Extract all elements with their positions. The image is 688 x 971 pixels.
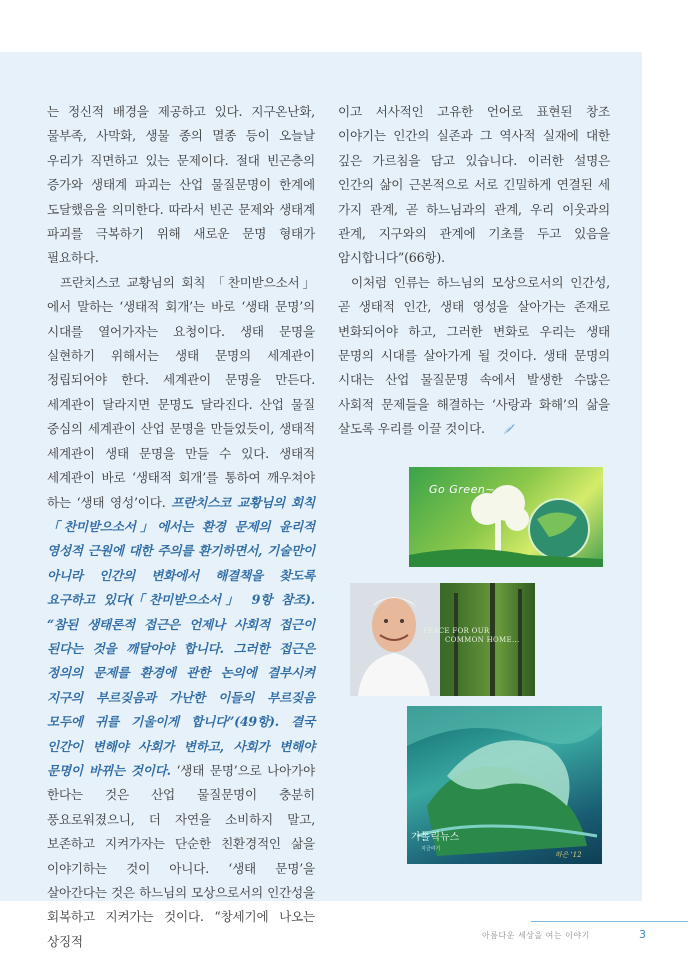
right-paragraph-1: 이고 서사적인 고유한 언어로 표현된 창조 이야기는 인간의 실존과 그 역사적 실재에 대한 깊은 가르침을 담고 있습니다. 이러한 설명은 인간의 삶이 근본적으로 서로 긴밀하게 연결된 세 가지 관계, 곧 하느님과의 관계, 우리 이웃과의 관계, 지구와의 관계에 기초를 두고 있음을 암시합니다”(66항). <box>338 104 610 266</box>
go-green-caption: Go Green~ <box>429 483 496 496</box>
left-paragraph-2-emphasis: 프란치스코 교황님의 회칙 「찬미받으소서」에서는 환경 문제의 윤리적 영성적 근원에 대한 주의를 환기하면서, 기술만이 아니라 인간의 변화에서 해결책을 찾도록 요구하고 있다(「찬미받으소서」 9항 참조). “참된 생태론적 접근은 언제나 사회적 접근이 된다는 것을 깨달아야 합니다. 그러한 접근은 정의의 문제를 환경에 관한 논의에 결부시켜 지구의 부르짖음과 가난한 이들의 부르짖음 모두에 귀를 기울이게 합니다”(49항). 결국 인간이 변해야 사회가 변하고, 사회가 변해야 문명이 바뀌는 것이다. <box>47 494 315 778</box>
watermark-subtitle: 지금여기 <box>421 846 441 852</box>
right-paragraph-2-text: 이처럼 인류는 하느님의 모상으로서의 인간성, 곧 생태적 인간, 생태 영성을 살아가는 존재로 변화되어야 하고, 그러한 변화로 우리는 생태 문명의 시대를 살아가게 될 것이다. 생태 문명의 시대는 산업 물질문명 속에서 발생한 수많은 사회적 문제들을 해결하는 ‘사랑과 화해’의 삶을 살도록 우리를 이끌 것이다. <box>338 274 610 437</box>
footer-magazine-title: 아름다운 세상을 여는 이야기 <box>482 931 590 940</box>
footer-divider <box>531 921 688 922</box>
left-paragraph-2 <box>47 271 315 954</box>
right-column <box>338 100 610 442</box>
watermark-catholic-news: 가톨릭뉴스 <box>411 832 460 843</box>
left-paragraph-2-text-a: 프란치스코 교황님의 회칙 「찬미받으소서」에서 말하는 ‘생태적 회개’는 바로 ‘생태 문명’의 시대를 열어가자는 요청이다. 생태 문명을 실현하기 위해서는 생태 문명의 세계관이 정립되어야 한다. 세계관이 문명을 만든다. 세계관이 달라지면 문명도 달라진다. 산업 물질 중심의 세계관이 산업 문명을 만들었듯이, 생태적 세계관이 생태 문명을 만들 수 있다. 생태적 세계관이 바로 ‘생태적 회개’를 통하여 깨우쳐야 하는 ‘생태 영성’이다. <box>47 274 315 510</box>
leaf-ornament-icon <box>489 419 503 431</box>
left-column <box>47 100 315 954</box>
go-green-image <box>409 467 603 567</box>
left-paragraph-1: 는 정신적 배경을 제공하고 있다. 지구온난화, 물부족, 사막화, 생물 종의 멸종 등이 오늘날 우리가 직면하고 있는 문제이다. 절대 빈곤층의 증가와 생태계 파괴는 산업 물질문명이 한계에 도달했음을 의미한다. 따라서 빈곤 문제와 생태계 파괴를 극복하기 위해 새로운 문명 형태가 필요하다. <box>47 104 315 266</box>
pope-image <box>350 583 535 696</box>
pope-caption-line-2: COMMON HOME... <box>445 636 520 644</box>
left-paragraph-2-text-b: ‘생태 문명’으로 나아가야 한다는 것은 산업 물질문명이 충분히 풍요로워졌으니, 더 자연을 소비하지 말고, 보존하고 지켜가자는 단순한 친환경적인 삶을 이야기하는 것이 아니다. ‘생태 문명’을 살아간다는 것은 하느님의 모상으로서의 인간성을 회복하고 지켜가는 것이다. “창세기에 나오는 상징적 <box>47 762 315 949</box>
pope-caption <box>423 627 520 645</box>
page-number: 3 <box>639 928 646 941</box>
pope-caption-line-1: PEACE FOR OUR <box>423 627 490 635</box>
right-paragraph-2 <box>338 271 610 442</box>
painting-signature: 하은 '12 <box>555 851 582 859</box>
earth-embrace-painting <box>407 706 602 864</box>
